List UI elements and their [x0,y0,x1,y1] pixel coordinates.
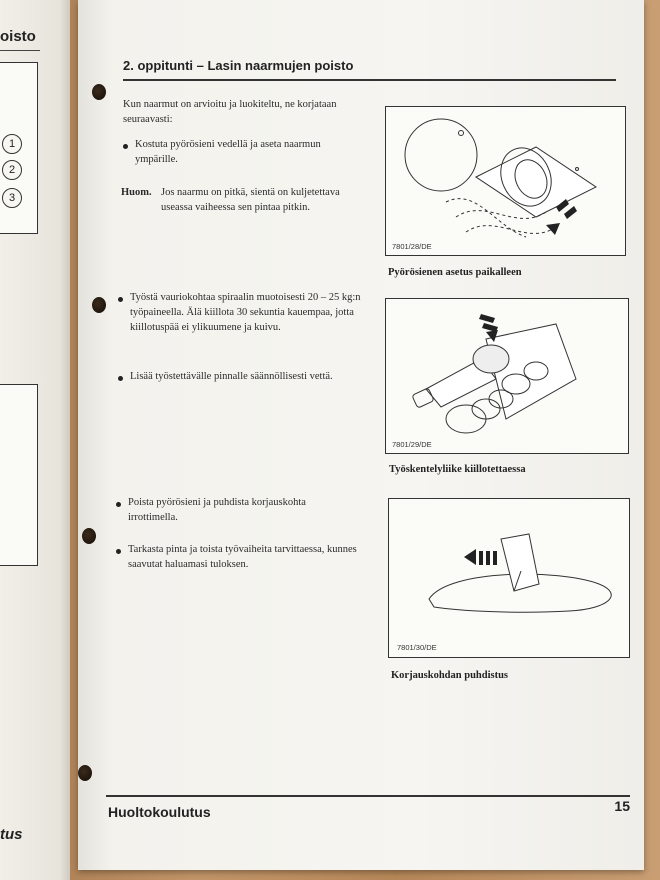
figure-code: 7801/29/DE [392,440,432,449]
figure-caption: Työskentelyliike kiillotettaessa [389,464,526,475]
footer-rule [106,795,630,797]
figure-polishing-motion [385,298,629,454]
instruction-text: Kostuta pyörösieni vedellä ja aseta naarmun ympärille. [135,139,321,165]
callout-number-2: 2 [2,160,22,180]
sponge-placement-illustration [386,107,625,255]
facing-page-title: oisto [0,28,36,45]
facing-page-footer: tus [0,826,23,843]
binder-hole [82,528,96,544]
instruction-text: Poista pyörösieni ja puhdista korjauskohta irrottimella. [128,497,306,523]
bullet-dot [116,502,121,507]
lesson-title: 2. oppitunti – Lasin naarmujen poisto [123,58,354,73]
figure-cleaning [388,498,630,658]
binder-hole [92,297,106,313]
scraper-illustration [389,499,629,657]
instruction-text: Tarkasta pinta ja toista työvaiheita tarvittaessa, kunnes saavutat haluamasi tuloksen. [128,544,357,570]
instruction-text: Työstä vauriokohtaa spiraalin muotoisesti 20 – 25 kg:n työpaineella. Älä kiillota 30 sekuntia kauempaa, jotta kiillotuspää ei ylikuumene ja kuivu. [130,292,361,333]
callout-number-1: 1 [2,134,22,154]
intro-text: Kun naarmut on arvioitu ja luokiteltu, ne korjataan seuraavasti: [123,99,337,125]
bullet-dot [118,376,123,381]
note-label: Huom. [121,187,152,198]
manual-page [78,0,644,870]
note-text: Jos naarmu on pitkä, sientä on kuljetettava useassa vaiheessa sen pintaa pitkin. [161,187,340,213]
binder-hole [78,765,92,781]
bullet-dot [116,549,121,554]
instruction-text: Lisää työstettävälle pinnalle säännöllisesti vettä. [130,371,333,382]
page-number: 15 [614,798,630,814]
facing-page [0,0,70,880]
footer-title: Huoltokoulutus [108,804,211,820]
header-rule [123,79,616,81]
figure-caption: Korjauskohdan puhdistus [391,670,509,681]
figure-sponge-placement [385,106,626,256]
facing-page-rule [0,50,40,51]
binder-hole [92,84,106,100]
callout-number-3: 3 [2,188,22,208]
polisher-illustration [386,299,628,453]
facing-page-figure-box [0,384,38,566]
bullet-dot [118,297,123,302]
figure-caption: Pyörösienen asetus paikalleen [388,267,522,278]
figure-code: 7801/28/DE [392,242,432,251]
figure-code: 7801/30/DE [397,643,437,652]
bullet-dot [123,144,128,149]
